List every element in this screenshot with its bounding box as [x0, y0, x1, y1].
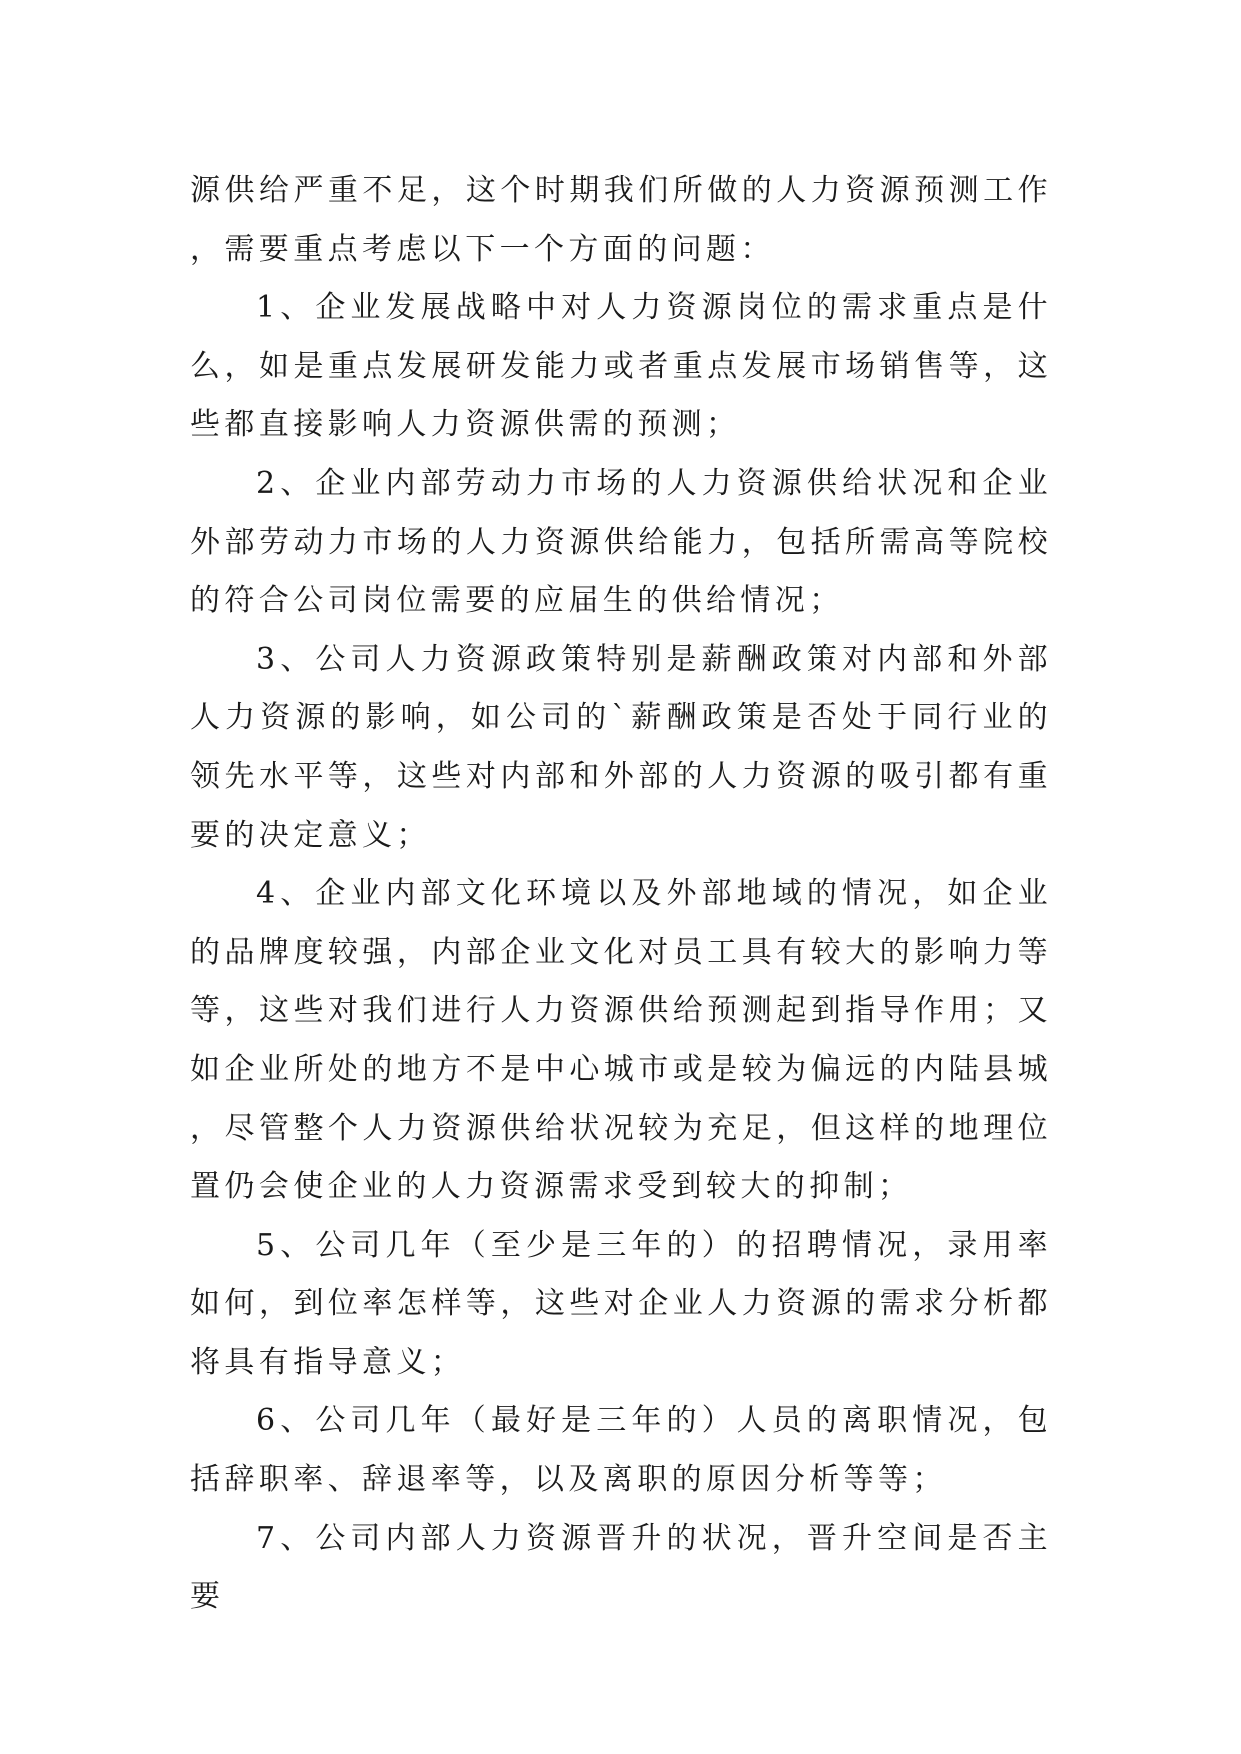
paragraph-item-2: 2、企业内部劳动力市场的人力资源供给状况和企业外部劳动力市场的人力资源供给能力，包括所需高等院校的符合公司岗位需要的应届生的供给情况；	[190, 465, 1052, 619]
paragraph-item-7: 7、公司内部人力资源晋升的状况，晋升空间是否主要	[190, 1520, 1052, 1615]
paragraph-item-1: 1、企业发展战略中对人力资源岗位的需求重点是什么，如是重点发展研发能力或者重点发展市场销售等，这些都直接影响人力资源供需的预测；	[190, 290, 1052, 443]
paragraph-continuation: 源供给严重不足，这个时期我们所做的人力资源预测工作，需要重点考虑以下一个方面的问题：	[190, 173, 1052, 267]
paragraph-item-5: 5、公司几年（至少是三年的）的招聘情况，录用率如何，到位率怎样等，这些对企业人力资源的需求分析都将具有指导意义；	[190, 1227, 1052, 1380]
paragraph-item-4: 4、企业内部文化环境以及外部地域的情况，如企业的品牌度较强，内部企业文化对员工具有较大的影响力等等，这些对我们进行人力资源供给预测起到指导作用；又如企业所处的地方不是中心城市或是较为偏远的内陆县城，尽管整个人力资源供给状况较为充足，但这样的地理位置仍会使企业的人力资源需求受到较大的抑制；	[190, 876, 1052, 1205]
document-body	[190, 162, 1052, 1627]
paragraph-item-3: 3、公司人力资源政策特别是薪酬政策对内部和外部人力资源的影响，如公司的`薪酬政策是否处于同行业的领先水平等，这些对内部和外部的人力资源的吸引都有重要的决定意义；	[190, 641, 1052, 853]
paragraph-item-6: 6、公司几年（最好是三年的）人员的离职情况，包括辞职率、辞退率等，以及离职的原因分析等等；	[190, 1403, 1052, 1498]
